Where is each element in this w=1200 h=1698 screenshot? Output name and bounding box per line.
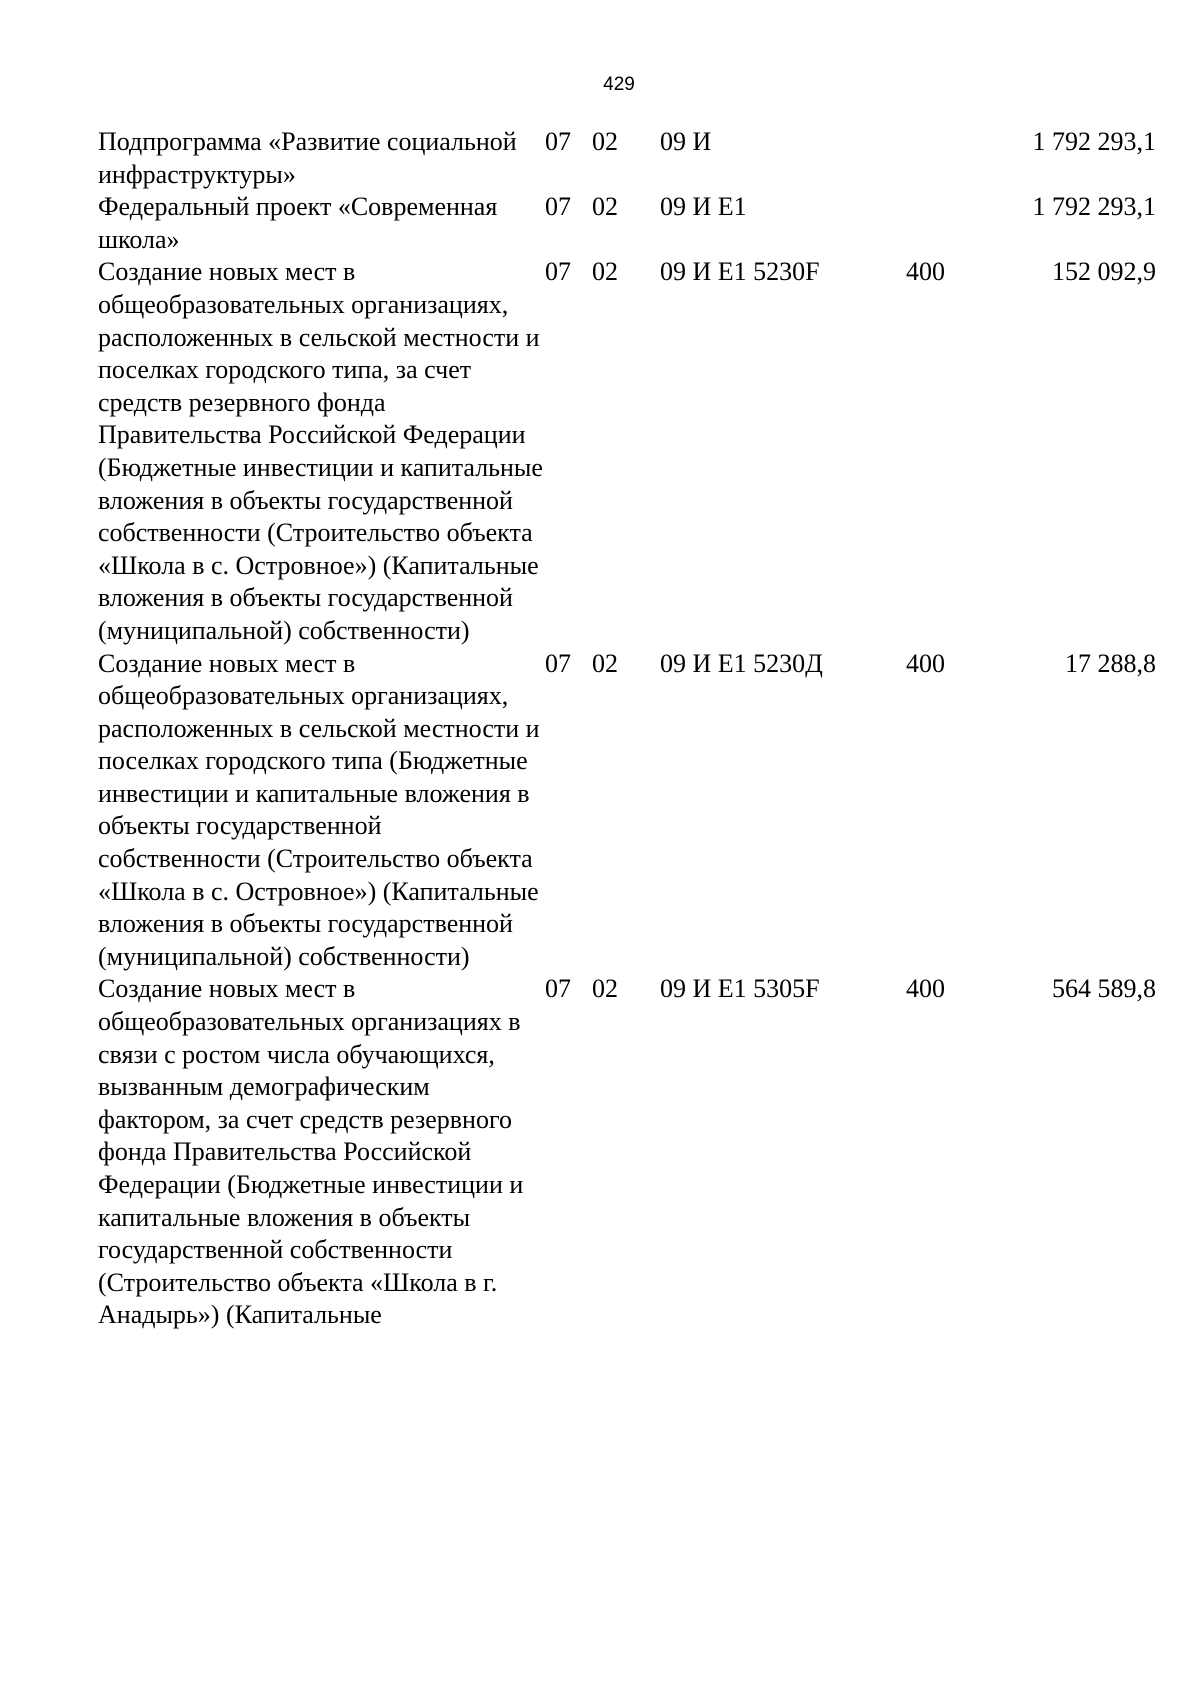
row-expense-type — [906, 126, 1006, 191]
row-amount: 1 792 293,1 — [1032, 127, 1156, 156]
row-target-article: 09 И — [660, 127, 712, 156]
row-section: 07 — [545, 192, 571, 222]
row-section: 07 — [545, 648, 571, 678]
row-subsection: 02 — [592, 974, 618, 1004]
table-row — [98, 191, 1156, 256]
row-amount: 564 589,8 — [1052, 974, 1156, 1004]
row-section: 07 — [545, 974, 571, 1004]
row-subsection: 02 — [592, 127, 618, 156]
row-expense-type — [906, 191, 1006, 256]
table-row — [98, 126, 1156, 191]
row-expense-type: 400 — [906, 974, 945, 1004]
row-amount: 17 288,8 — [1065, 648, 1156, 678]
table-row — [98, 648, 1156, 974]
row-name: Федеральный проект «Современная школа» — [98, 192, 498, 254]
row-name: Создание новых мест в общеобразовательных организациях, расположенных в сельской местности и поселках городского типа, за счет средств резервного фонда Правительства Российской Федерации (Бюджетные инвестиции и капитальные вложения в объекты государственной собственности (Строительство объекта «Школа в с. Островное») (Капитальные вложения в объекты государственной (муниципальной) собственности) — [98, 257, 543, 645]
row-target-article: 09 И Е1 5230F — [660, 257, 820, 287]
row-amount: 1 792 293,1 — [1032, 192, 1156, 222]
row-subsection: 02 — [592, 257, 618, 287]
page-number: 429 — [603, 74, 635, 95]
row-target-article: 09 И Е1 5305F — [660, 974, 820, 1004]
row-target-article: 09 И Е1 5230Д — [660, 648, 823, 678]
row-subsection: 02 — [592, 648, 618, 678]
table-row — [98, 973, 1156, 1332]
table-row — [98, 256, 1156, 647]
row-name: Подпрограмма «Развитие социальной инфраструктуры» — [98, 127, 517, 189]
row-expense-type: 400 — [906, 648, 945, 678]
row-subsection: 02 — [592, 192, 618, 222]
budget-table — [98, 126, 1156, 1332]
row-target-article: 09 И Е1 — [660, 192, 747, 222]
row-amount: 152 092,9 — [1052, 257, 1156, 287]
row-expense-type: 400 — [906, 257, 945, 287]
row-name: Создание новых мест в общеобразовательных организациях в связи с ростом числа обучающихся, вызванным демографическим фактором, за счет средств резервного фонда Правительства Российской Федерации (Бюджетные инвестиции и капитальные вложения в объекты государственной собственности (Строительство объекта «Школа в г. Анадырь») (Капитальные — [98, 974, 524, 1330]
row-name: Создание новых мест в общеобразовательных организациях, расположенных в сельской местности и поселках городского типа (Бюджетные инвестиции и капитальные вложения в объекты государственной собственности (Строительство объекта «Школа в с. Островное») (Капитальные вложения в объекты государственной (муниципальной) собственности) — [98, 648, 540, 971]
row-section: 07 — [545, 257, 571, 287]
row-section: 07 — [545, 127, 571, 156]
